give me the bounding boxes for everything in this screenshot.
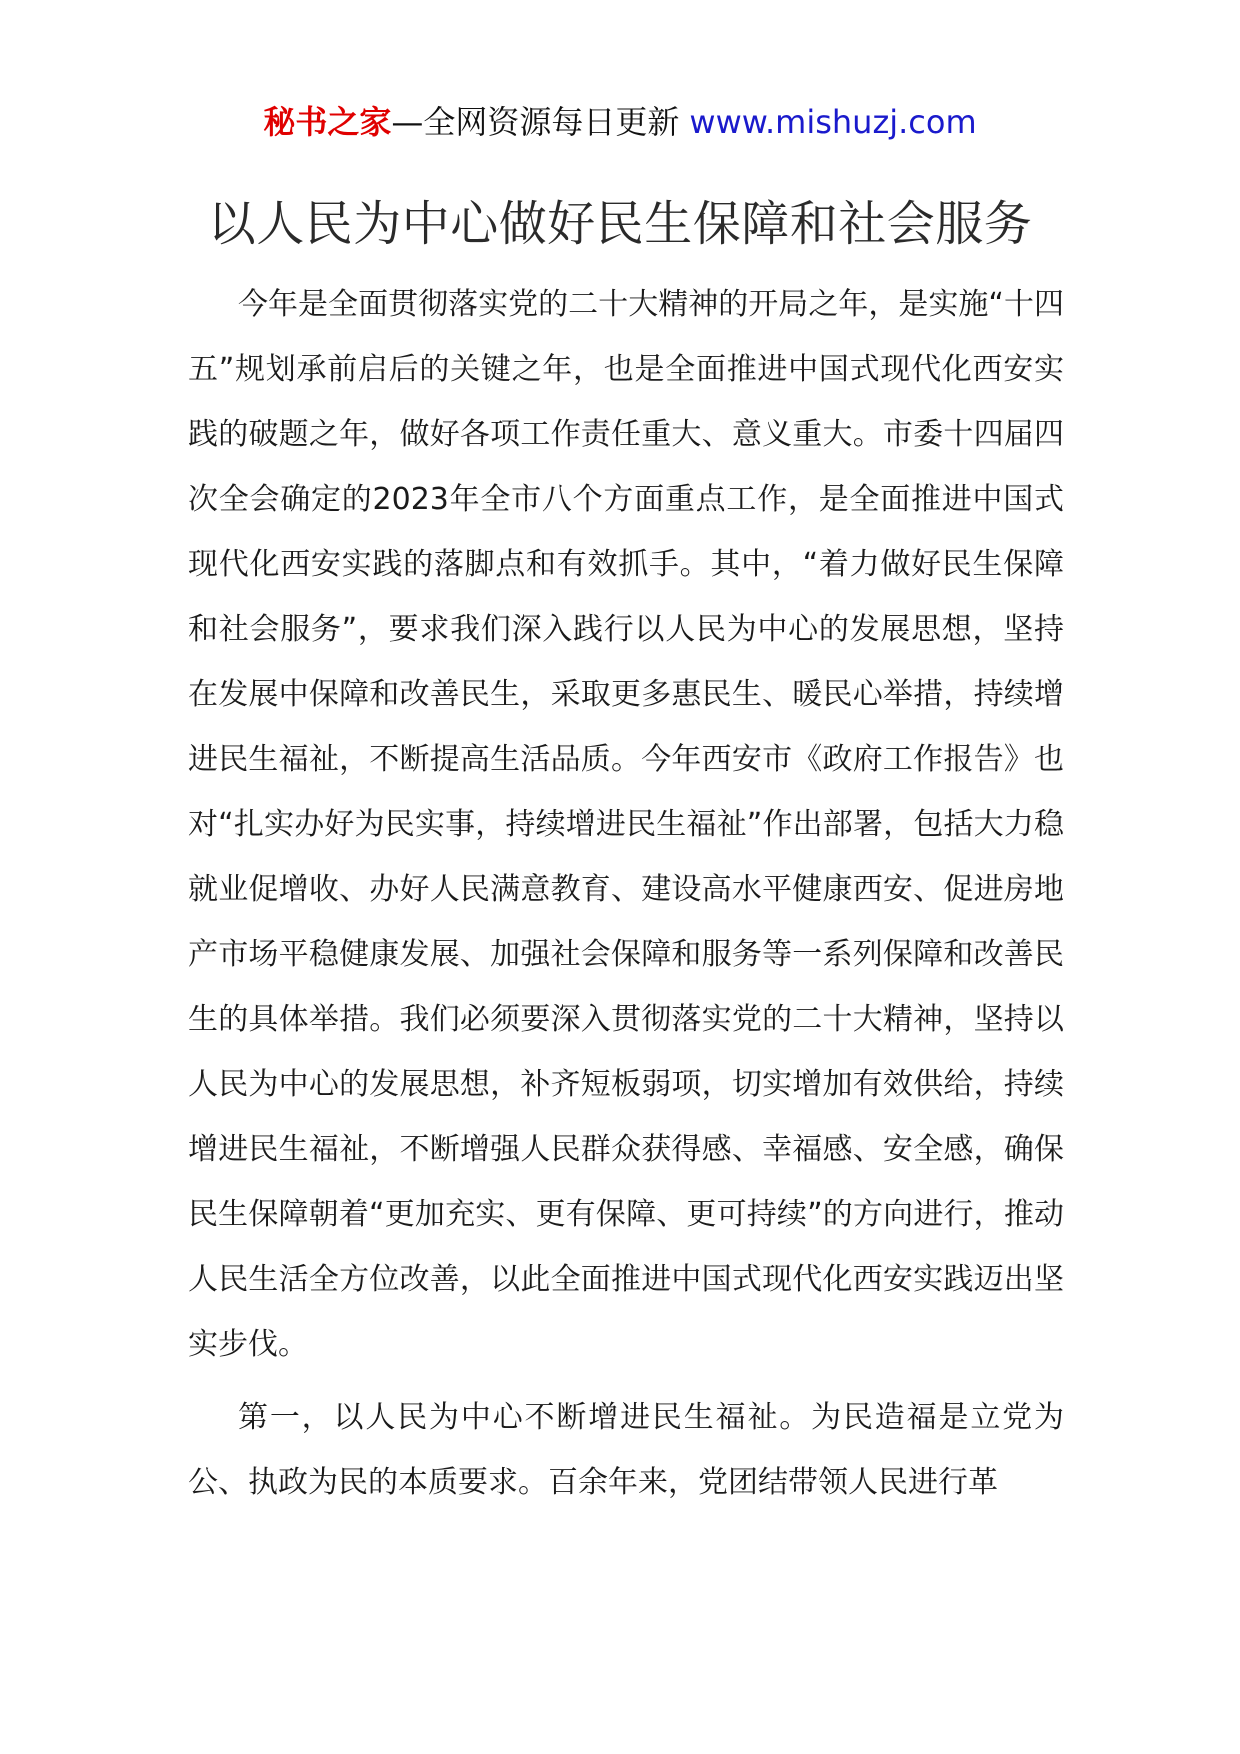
document-title: 以人民为中心做好民生保障和社会服务 (207, 196, 1033, 252)
document-body (188, 272, 1064, 1515)
site-brand: 秘书之家 (263, 103, 392, 141)
paragraph-first-point: 第一，以人民为中心不断增进民生福祉。为民造福是立党为公、执政为民的本质要求。百余年来，党团结带领人民进行革 (188, 1400, 1064, 1500)
site-header (0, 102, 1240, 142)
site-slogan: —全网资源每日更新 (391, 103, 680, 141)
paragraph-intro: 今年是全面贯彻落实党的二十大精神的开局之年，是实施“十四五”规划承前启后的关键之年，也是全面推进中国式现代化西安实践的破题之年，做好各项工作责任重大、意义重大。市委十四届四次全会确定的2023年全市八个方面重点工作，是全面推进中国式现代化西安实践的落脚点和有效抓手。其中，“着力做好民生保障和社会服务”，要求我们深入践行以人民为中心的发展思想，坚持在发展中保障和改善民生，采取更多惠民生、暖民心举措，持续增进民生福祉，不断提高生活品质。今年西安市《政府工作报告》也对“扎实办好为民实事，持续增进民生福祉”作出部署，包括大力稳就业促增收、办好人民满意教育、建设高水平健康西安、促进房地产市场平稳健康发展、加强社会保障和服务等一系列保障和改善民生的具体举措。我们必须要深入贯彻落实党的二十大精神，坚持以人民为中心的发展思想，补齐短板弱项，切实增加有效供给，持续增进民生福祉，不断增强人民群众获得感、幸福感、安全感，确保民生保障朝着“更加充实、更有保障、更可持续”的方向进行，推动人民生活全方位改善，以此全面推进中国式现代化西安实践迈出坚实步伐。 (188, 287, 1064, 1362)
site-url-link[interactable]: www.mishuzj.com (689, 103, 977, 141)
